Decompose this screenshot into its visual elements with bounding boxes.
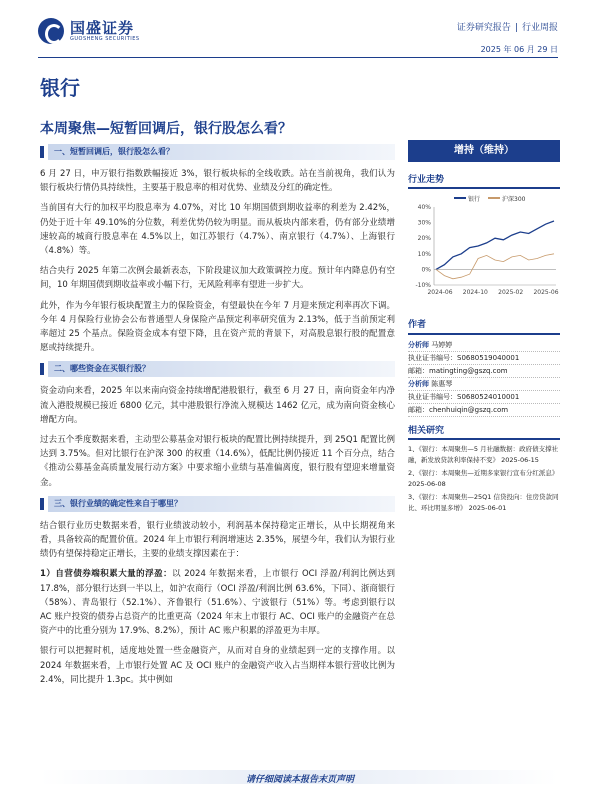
related-item[interactable]: 2、《银行：本周聚焦—近期多家银行宣布分红派息》 2025-06-08	[408, 469, 559, 488]
related-item[interactable]: 1、《银行：本周聚焦—5 月社融数据：政府债支撑社融，新发放贷款利率保持不变》 2025-06-15	[408, 445, 559, 464]
paragraph: 资金动向来看，2025 年以来南向资金持续增配港股银行，截至 6 月 27 日，南向资金年内净流入港股规模已接近 6800 亿元，其中港股银行净流入规模达 1462 亿元，成为南向资金核心增配方向。	[40, 386, 395, 425]
section-heading: 一、短暂回调后，银行股怎么看？	[40, 144, 395, 160]
company-logo	[38, 18, 140, 44]
legend-bank: 银行	[454, 194, 480, 203]
paragraph: 当前国有大行的加权平均股息率为 4.07%，对比 10 年期国债到期收益率的利差为 2.42%，仍处于近十年 49.10%的分位数，利差优势仍较为明显。而从板块内部来看，仍有部分业绩增速较高的城商行股息率在 4.5%以上，如江苏银行（4.7%）、南京银行（4.7%）、上海银行（4.8%）等。	[40, 203, 395, 257]
legend-csi300: 沪深300	[488, 194, 525, 203]
analyst-name: 分析师 马婷婷	[408, 339, 560, 352]
paragraph: 结合央行 2025 年第二次例会最新表态，下阶段建议加大政策调控力度。预计年内降息仍有空间，10 年期国债到期收益率或小幅下行，无风险利率有望进一步扩大。	[40, 266, 395, 291]
trend-chart-svg	[408, 203, 560, 301]
analyst-email[interactable]: 邮箱：matingting@gszq.com	[408, 365, 560, 378]
paragraph: 6 月 27 日，申万银行指数跌幅接近 3%，银行板块标的全线收跌。站在当前视角，我们认为银行板块行情仍具持续性，主要基于股息率的相对优势、业绩及分红的确定性。	[40, 169, 395, 194]
analyst-email[interactable]: 邮箱：chenhuiqin@gszq.com	[408, 404, 560, 417]
series-line-bank	[436, 221, 554, 269]
report-date: 2025 年 06 月 29 日	[480, 45, 558, 54]
related-item[interactable]: 3、《银行：本周聚焦—25Q1 信贷投向：住房贷款同比、环比明显多增》 2025-06-01	[408, 493, 559, 512]
paragraph: 此外，作为今年银行板块配置主力的保险资金，有望最快在今年 7 月迎来预定利率再次下调。今年 4 月保险行业协会公布普通型人身保险产品预定利率研究值为 2.13%，低于当前预定利率超过 25 个基点。保险资金成本有望下降，且在资产荒的背景下，对高股息银行股的配置意愿或持续提升。	[40, 300, 395, 354]
analyst-name: 分析师 陈惠琴	[408, 378, 560, 391]
section-heading: 二、哪些资金在买银行股？	[40, 361, 395, 377]
rating-badge: 增持（维持）	[408, 140, 560, 162]
industry-title: 银行	[40, 76, 80, 100]
paragraph: 结合银行业历史数据来看，银行业绩波动较小，利润基本保持稳定正增长，从中长期视角来看，具备较高的配置价值。2024 年上市银行利润增速达 2.35%，展望今年，我们认为银行业绩仍有望保持稳定正增长，主要的业绩支撑因素在于：	[40, 520, 395, 560]
header-divider	[38, 57, 558, 58]
logo-name-en: GUOSHENG SECURITIES	[70, 36, 140, 42]
main-content	[40, 140, 395, 693]
page-header	[0, 0, 600, 60]
section-heading: 三、银行业绩的确定性来自于哪里？	[40, 496, 395, 512]
report-kind-label: 行业周报	[521, 23, 558, 33]
footer-disclaimer: 请仔细阅读本报告末页声明	[245, 775, 354, 785]
analysts-block	[408, 319, 560, 417]
report-type	[457, 20, 558, 33]
x-tick-label: 2025-02	[498, 289, 524, 296]
report-type-label: 证券研究报告	[456, 23, 511, 33]
y-tick-label: 20%	[417, 235, 431, 243]
y-tick-label: 40%	[417, 204, 431, 211]
paragraph: 过去五个季度数据来看，主动型公募基金对银行板块的配置比例持续提升，到 25Q1 配置比例达到 3.75%。但对比银行在沪深 300 的权重（14.6%），低配比例仍接近 11 个百分点，结合《推动公募基金高质量发展行动方案》中要求缩小业绩与基准偏离度，银行股有望迎来增量资金。	[40, 435, 395, 488]
analyst-cert: 执业证书编号：S0680524010001	[408, 391, 560, 404]
analyst-cert: 执业证书编号：S0680519040001	[408, 352, 560, 365]
paragraph: 银行可以把握时机，适度地处置一些金融资产，从而对自身的业绩起到一定的支撑作用。以 2024 年数据来看，上市银行处置 AC 及 OCI 账户的金融资产收入占当期样本银行营收比例为 2.4%，同比提升 1.3pc。其中例如	[40, 646, 395, 685]
logo-icon	[38, 18, 64, 44]
chart-legend	[454, 193, 560, 203]
y-tick-label: 10%	[417, 250, 431, 258]
x-tick-label: 2025-06	[533, 289, 559, 296]
logo-name-cn: 国盛证券	[70, 19, 135, 37]
series-line-csi300	[436, 254, 554, 279]
y-tick-label: 0%	[421, 266, 431, 274]
paragraph: 1）自营债券端积累大量的浮盈：以 2024 年数据来看，上市银行 OCI 浮盈/利润比例达到 17.8%，部分银行达到一半以上，如沪农商行（OCI 浮盈/利润比例 63.6%，下同）、浙商银行（58%）、青岛银行（52.1%）、齐鲁银行（51.6%）、宁波银行（51%）等。考虑到银行以 AC 账户投资的债券占总资产的比重更高（2024 年末上市银行 AC、OCI 账户的金融资产在总资产中的比重分别为 17.9%、8.2%），预计 AC 账户积累的浮盈更为丰厚。	[40, 569, 395, 637]
header-separator: |	[514, 23, 518, 33]
paragraph-lead: 1）自营债券端积累大量的浮盈：	[40, 569, 173, 580]
x-tick-label: 2024-06	[427, 289, 453, 296]
y-tick-label: -10%	[415, 282, 431, 289]
related-heading: 相关研究	[408, 423, 560, 440]
related-block	[408, 423, 560, 514]
analysts-heading: 作者	[408, 319, 560, 335]
x-tick-label: 2024-10	[462, 289, 488, 296]
sidebar	[408, 140, 560, 516]
y-tick-label: 30%	[417, 219, 431, 227]
report-title: 本周聚焦—短暂回调后，银行股怎么看？	[40, 121, 292, 137]
trend-heading: 行业走势	[408, 172, 560, 189]
trend-chart	[408, 203, 560, 311]
